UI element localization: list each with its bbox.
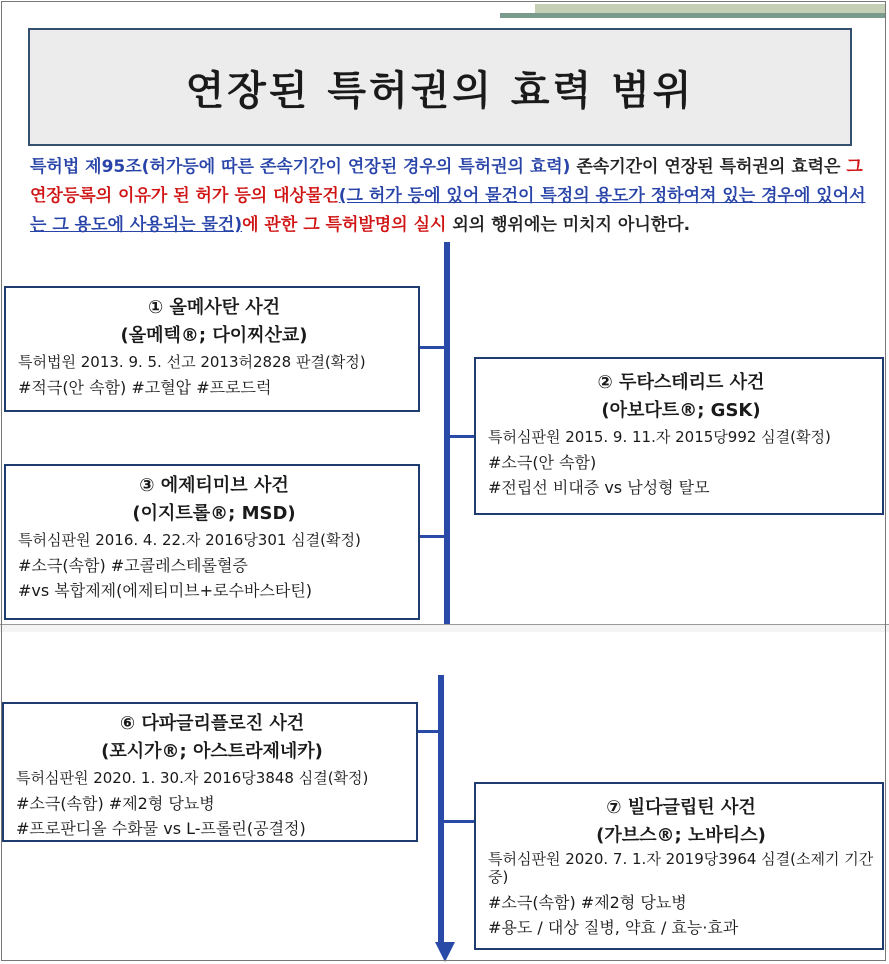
law-article-heading: 특허법 제95조(허가등에 따른 존속기간이 연장된 경우의 특허권의 효력) [30, 157, 571, 177]
case-tags: #용도 / 대상 질병, 약효 / 효능·효과 [488, 918, 739, 937]
case-product: (올메텍®; 다이찌산쿄) [120, 325, 308, 346]
case-tags: #전립선 비대증 vs 남성형 탈모 [488, 478, 710, 497]
case-tags: #소극(안 속함) [488, 453, 597, 472]
case-tags: #vs 복합제제(에제티미브+로수바스타틴) [18, 581, 313, 600]
case-title: ② 두타스테리드 사건 [597, 372, 765, 393]
case-decision: 특허심판원 2015. 9. 11.자 2015당992 심결(확정) [488, 428, 831, 446]
case-decision: 특허심판원 2020. 1. 30.자 2016당3848 심결(확정) [16, 769, 369, 787]
law-emphasis: 그 연장등록의 이유가 된 허가 등의 대상물건 [30, 157, 863, 206]
case-tags: #소극(속함) #제2형 당뇨병 [488, 893, 687, 912]
case-title: ③ 에제티미브 사건 [139, 475, 289, 496]
case-decision: 특허심판원 2020. 7. 1.자 2019당3964 심결(소제기 기간 중) [488, 850, 874, 886]
case-title: ⑥ 다파글리플로진 사건 [119, 713, 305, 734]
law-text: 외의 행위에는 미치지 아니한다. [446, 215, 691, 235]
case-decision: 특허심판원 2016. 4. 22.자 2016당301 심결(확정) [18, 531, 361, 549]
case-title: ⑦ 빌다글립틴 사건 [606, 797, 756, 818]
law-text: 존속기간이 연장된 특허권의 효력은 [570, 157, 847, 177]
case-tags: #소극(속함) #제2형 당뇨병 [16, 794, 215, 813]
page-title: 연장된 특허권의 효력 범위 [185, 67, 695, 114]
case-decision: 특허법원 2013. 9. 5. 선고 2013허2828 판결(확정) [18, 353, 366, 371]
case-title: ① 올메사탄 사건 [147, 297, 281, 318]
case-tags: #소극(속함) #고콜레스테롤혈증 [18, 556, 248, 575]
law-emphasis: 에 관한 그 특허발명의 실시 [242, 215, 447, 235]
case-product: (가브스®; 노바티스) [596, 825, 766, 846]
case-tags: #프로판디올 수화물 vs L-프롤린(공결정) [16, 819, 306, 838]
case-tags: #적극(안 속함) #고혈압 #프로드럭 [18, 378, 272, 397]
case-product: (포시가®; 아스트라제네카) [101, 741, 323, 762]
case-product: (이지트롤®; MSD) [132, 503, 296, 524]
case-product: (아보다트®; GSK) [601, 400, 761, 421]
screenshot-frame [1, 1, 886, 961]
law-parenthetical: (그 허가 등에 있어 물건이 특정의 용도가 정하여져 있는 경우에 있어서는 그 용도에 사용되는 물건) [30, 186, 866, 235]
